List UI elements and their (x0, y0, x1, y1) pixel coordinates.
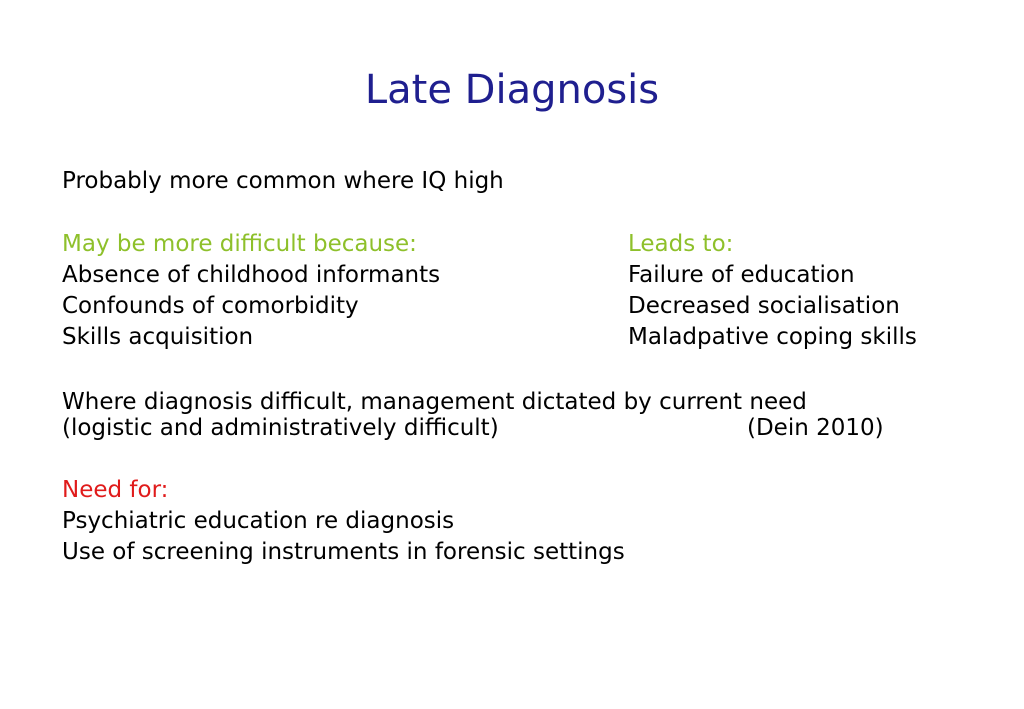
management-text-line1: Where diagnosis difficult, management dictated by current need (62, 389, 807, 415)
right-list-item: Maladpative coping skills (628, 324, 917, 350)
left-list-item: Confounds of comorbidity (62, 293, 359, 319)
management-text-line2: (logistic and administratively difficult) (62, 415, 499, 441)
intro-text: Probably more common where IQ high (62, 168, 504, 194)
left-list-item: Skills acquisition (62, 324, 254, 350)
right-list-item: Failure of education (628, 262, 855, 288)
right-column-heading: Leads to: (628, 231, 734, 257)
citation: (Dein 2010) (747, 415, 884, 441)
left-column-heading: May be more difficult because: (62, 231, 417, 257)
need-heading: Need for: (62, 477, 169, 503)
need-list-item: Psychiatric education re diagnosis (62, 508, 455, 534)
left-list-item: Absence of childhood informants (62, 262, 441, 288)
slide-title: Late Diagnosis (364, 67, 660, 113)
right-list-item: Decreased socialisation (628, 293, 900, 319)
need-list-item: Use of screening instruments in forensic settings (62, 539, 625, 565)
